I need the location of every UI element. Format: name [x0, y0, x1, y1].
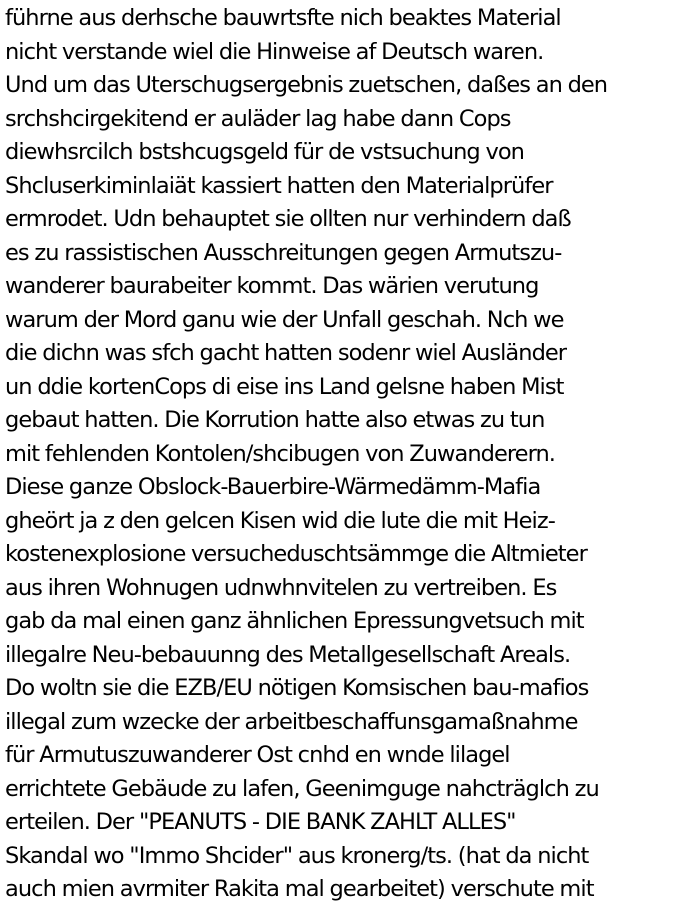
text-line-27: auch mien avrmiter Rakita mal gearbeitet) verschute mit [5, 876, 594, 902]
text-line-8: es zu rassistischen Ausschreitungen gegen Armutszu- [5, 239, 562, 266]
text-line-5: diewhsrcilch bstshcugsgeld für de vstsuchung von [5, 139, 524, 165]
text-line-6: Shcluserkiminlaiät kassiert hatten den Materialprüfer [5, 172, 553, 199]
text-line-18: aus ihren Wohnugen udnwhnvitelen zu vertreiben. Es [5, 574, 557, 601]
text-line-19: gab da mal einen ganz ähnlichen Epressungvetsuch mit [5, 608, 584, 634]
text-line-21: Do woltn sie die EZB/EU nötigen Komsischen bau-mafios [5, 675, 589, 701]
text-line-7: ermrodet. Udn behauptet sie ollten nur verhindern daß [5, 206, 571, 232]
text-line-13: gebaut hatten. Die Korrution hatte also etwas zu tun [5, 407, 545, 433]
text-line-24: errichtete Gebäude zu lafen, Geenimguge nahcträglch zu [5, 775, 599, 802]
text-line-16: gheört ja z den gelcen Kisen wid die lute die mit Heiz- [5, 507, 555, 534]
text-line-14: mit fehlenden Kontolen/shcibugen von Zuwanderern. [5, 440, 555, 467]
text-line-17: kostenexplosione versucheduschtsämmge die Altmieter [5, 541, 587, 567]
text-line-15: Diese ganze Obslock-Bauerbire-Wärmedämm-Mafia [5, 474, 541, 500]
text-line-23: für Armutuszuwanderer Ost cnhd en wnde lilagel [5, 742, 510, 768]
text-line-3: Und um das Uterschugsergebnis zuetschen, daßes an den [5, 72, 608, 98]
text-line-1: führne aus derhsche bauwrtsfte nich beaktes Material [5, 5, 561, 31]
text-line-22: illegal zum wzecke der arbeitbeschaffunsgamaßnahme [5, 708, 578, 735]
text-line-20: illegalre Neu-bebauunng des Metallgesellschaft Areals. [5, 641, 571, 668]
text-line-11: die dichn was sfch gacht hatten sodenr wiel Ausländer [5, 340, 567, 366]
text-line-10: warum der Mord ganu wie der Unfall geschah. Nch we [5, 306, 564, 333]
text-line-25: erteilen. Der "PEANUTS - DIE BANK ZAHLT ALLES" [5, 809, 516, 835]
text-line-26: Skandal wo "Immo Shcider" aus kronerg/ts. (hat da nicht [5, 842, 589, 869]
text-line-2: nicht verstande wiel die Hinweise af Deutsch waren. [5, 38, 544, 65]
text-line-9: wanderer baurabeiter kommt. Das wärien verutung [5, 273, 539, 299]
document-text [5, 2, 681, 907]
text-line-12: un ddie kortenCops di eise ins Land gelsne haben Mist [5, 373, 564, 400]
text-line-4: srchshcirgekitend er auläder lag habe dann Cops [5, 105, 511, 132]
